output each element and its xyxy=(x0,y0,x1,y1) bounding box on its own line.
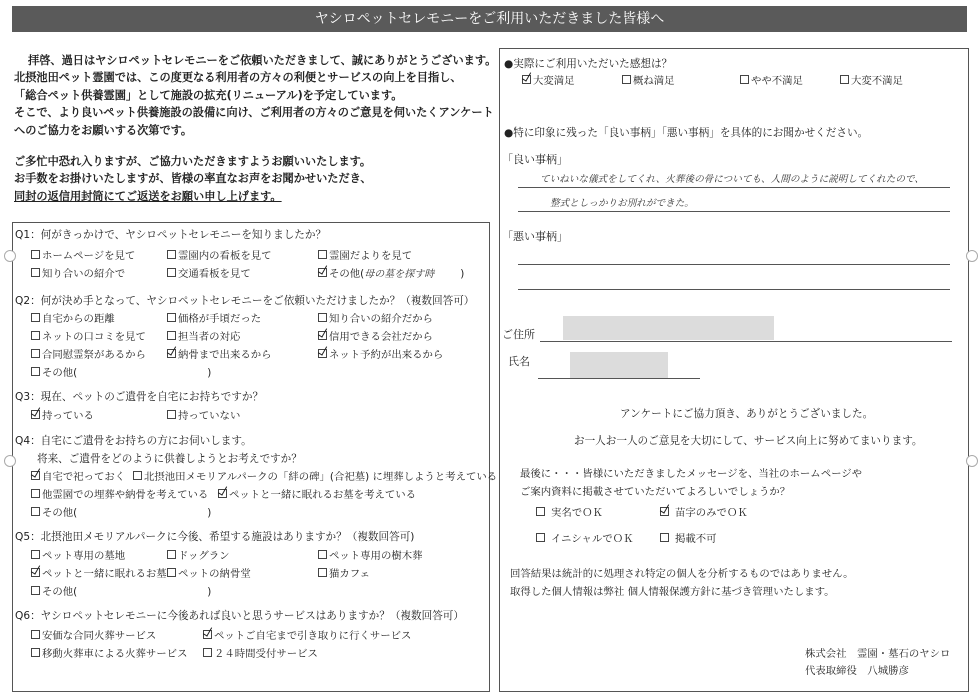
q1-option-newsletter[interactable]: 霊園だよりを見て xyxy=(318,247,412,262)
q5-option-shared-grave[interactable]: ペットと一緒に眠れるお墓 xyxy=(31,565,167,580)
intro-line: 「総合ペット供養霊園」として施設の拡充(リニューアル)を予定しています。 xyxy=(14,88,403,102)
checkbox-icon xyxy=(31,268,40,277)
checkbox-icon xyxy=(167,550,176,559)
q3-option-yes[interactable]: 持っている xyxy=(31,407,94,422)
intro-line: 北摂池田ペット霊園では、この度更なる利用者の方々の利便とサービスの向上を目指し、 xyxy=(14,71,462,85)
q2-question: Q2：何が決め手となって、ヤシロペットセレモニーをご依頼いただけましたか？（複数回答可） xyxy=(15,295,475,307)
q5-option-tree-burial[interactable]: ペット専用の樹木葬 xyxy=(318,547,423,562)
q4-option-other-cemetery[interactable]: 他霊園での埋葬や納骨を考えている xyxy=(31,486,208,501)
checkbox-checked-icon xyxy=(318,331,327,340)
checkbox-checked-icon xyxy=(522,75,531,84)
checkbox-icon xyxy=(31,586,40,595)
punch-hole xyxy=(4,250,16,262)
intro-line: そこで、より良いペット供養施設の設備に向け、ご利用者の方々のご意見を伺いたくアンケート xyxy=(14,106,494,120)
checkbox-icon xyxy=(133,471,142,480)
checkbox-icon xyxy=(31,331,40,340)
q4-option-home[interactable]: 自宅で祀っておく xyxy=(31,468,125,483)
q6-question: Q6：ヤシロペットセレモニーに今後あれば良いと思うサービスはありますか？（複数回答可） xyxy=(15,610,464,622)
checkbox-icon xyxy=(167,313,176,322)
answer-line xyxy=(518,211,950,212)
checkbox-icon xyxy=(31,489,40,498)
q2-option-other[interactable]: その他( ) xyxy=(31,364,211,379)
thanks-line-1: アンケートにご協力頂き、ありがとうございました。 xyxy=(620,408,874,420)
good-label: 「良い事柄」 xyxy=(502,153,568,166)
intro-line: ご多忙中恐れ入りますが、ご協力いただきますようお願いいたします。 xyxy=(14,155,372,169)
q6-option-24h-reception[interactable]: ２４時間受付サービス xyxy=(203,645,318,660)
q1-other-handwritten: 母の墓を探す時 xyxy=(364,269,435,280)
q2-option-referral[interactable]: 知り合いの紹介だから xyxy=(318,310,433,325)
punch-hole xyxy=(4,455,16,467)
checkbox-icon xyxy=(740,75,749,84)
good-handwritten-2: 整式としっかりお別れができた。 xyxy=(550,198,694,209)
checkbox-icon xyxy=(167,268,176,277)
representative-name: 代表取締役 八城勝彦 xyxy=(805,665,909,677)
q1-option-referral[interactable]: 知り合いの紹介で xyxy=(31,265,125,280)
punch-hole xyxy=(966,250,978,262)
page-title: ヤシロペットセレモニーをご利用いただきました皆様へ xyxy=(12,6,967,32)
q5-question: Q5：北摂池田メモリアルパークに今後、希望する施設はありますか？（複数回答可) xyxy=(15,531,415,543)
checkbox-checked-icon xyxy=(203,630,212,639)
name-redacted xyxy=(570,352,668,378)
q2-option-memorial[interactable]: 合同慰霊祭があるから xyxy=(31,346,146,361)
checkbox-icon xyxy=(167,331,176,340)
q4-question: Q4：自宅にご遺骨をお持ちの方にお伺いします。 xyxy=(15,435,252,447)
intro-text xyxy=(14,52,497,205)
q2-option-distance[interactable]: 自宅からの距離 xyxy=(31,310,115,325)
checkbox-icon xyxy=(536,507,545,516)
q3-option-no[interactable]: 持っていない xyxy=(167,407,240,422)
checkbox-icon xyxy=(31,250,40,259)
q5-option-ossuary[interactable]: ペットの納骨堂 xyxy=(167,565,251,580)
bad-label: 「悪い事柄」 xyxy=(502,230,568,243)
checkbox-icon xyxy=(622,75,631,84)
q6-option-mobile-cremation[interactable]: 移動火葬車による火葬サービス xyxy=(31,645,187,660)
answer-line xyxy=(518,187,950,188)
questionnaire-box xyxy=(12,222,498,692)
q2-option-trust[interactable]: 信用できる会社だから xyxy=(318,328,433,343)
checkbox-icon xyxy=(31,349,40,358)
impression-satisfied[interactable]: 概ね満足 xyxy=(622,72,675,87)
impression-question: ●実際にご利用いただいた感想は？ xyxy=(504,58,673,70)
publish-text-2: ご案内資料に掲載させていただいてよろしいでしょうか？ xyxy=(520,486,791,498)
checkbox-icon xyxy=(31,313,40,322)
notice-line-1: 回答結果は統計的に処理され特定の個人を分析するものではありません。 xyxy=(510,568,854,580)
q2-option-interment[interactable]: 納骨まで出来るから xyxy=(167,346,272,361)
q4-subquestion: 将来、ご遺骨をどのように供養しようとお考えですか？ xyxy=(37,453,302,465)
q1-question: Q1：何がきっかけで、ヤシロペットセレモニーを知りましたか？ xyxy=(15,229,327,241)
checkbox-icon xyxy=(318,550,327,559)
thanks-line-2: お一人お一人のご意見を大切にして、サービス向上に努めてまいります。 xyxy=(574,435,923,447)
good-handwritten-1: ていねいな儀式をしてくれ、火葬後の骨についても、人間のように説明してくれたので、 xyxy=(540,174,924,185)
answer-line xyxy=(518,289,950,290)
checkbox-icon xyxy=(536,533,545,542)
checkbox-icon xyxy=(203,648,212,657)
feedback-box xyxy=(499,48,969,692)
checkbox-icon xyxy=(318,250,327,259)
checkbox-checked-icon xyxy=(660,507,669,516)
checkbox-checked-icon xyxy=(31,410,40,419)
intro-line: へのご協力をお願いする次第です。 xyxy=(14,123,193,137)
checkbox-icon xyxy=(318,313,327,322)
q5-option-pet-cemetery[interactable]: ペット専用の墓地 xyxy=(31,547,125,562)
checkbox-checked-icon xyxy=(218,489,227,498)
q2-option-reviews[interactable]: ネットの口コミを見て xyxy=(31,328,146,343)
impression-very-dissatisfied[interactable]: 大変不満足 xyxy=(840,72,903,87)
q3-question: Q3：現在、ペットのご遺骨を自宅にお持ちですか？ xyxy=(15,391,264,403)
address-label: ご住所 xyxy=(502,328,535,341)
q5-option-dog-run[interactable]: ドッグラン xyxy=(167,547,230,562)
q1-option-homepage[interactable]: ホームページを見て xyxy=(31,247,135,262)
checkbox-checked-icon xyxy=(167,349,176,358)
intro-line: 拝啓、過日はヤシロペットセレモニーをご依頼いただきまして、誠にありがとうございます。 xyxy=(28,54,497,67)
publish-initials[interactable]: イニシャルでＯＫ xyxy=(536,530,634,545)
notice-line-2: 取得した個人情報は弊社 個人情報保護方針に基づき管理いたします。 xyxy=(510,586,835,598)
q4-option-shared-grave[interactable]: ペットと一緒に眠れるお墓を考えている xyxy=(218,486,416,501)
impression-dissatisfied[interactable]: やや不満足 xyxy=(740,72,803,87)
q4-option-bond-monument[interactable]: 北摂池田メモリアルパークの「絆の碑」(合祀墓) に埋葬しようと考えている xyxy=(133,468,497,483)
q1-option-signboard[interactable]: 霊園内の看板を見て xyxy=(167,247,272,262)
checkbox-icon xyxy=(318,568,327,577)
checkbox-icon xyxy=(167,250,176,259)
publish-text-1: 最後に・・・皆様にいただきましたメッセージを、当社のホームページや xyxy=(520,468,863,480)
checkbox-icon xyxy=(31,630,40,639)
checkbox-icon xyxy=(167,410,176,419)
checkbox-checked-icon xyxy=(318,349,327,358)
answer-line xyxy=(518,264,950,265)
checkbox-icon xyxy=(840,75,849,84)
address-line xyxy=(540,341,952,342)
q5-option-cat-cafe[interactable]: 猫カフェ xyxy=(318,565,370,580)
checkbox-checked-icon xyxy=(318,268,327,277)
episodes-question: ●特に印象に残った「良い事柄」「悪い事柄」を具体的にお聞かせください。 xyxy=(504,127,869,139)
checkbox-icon xyxy=(31,648,40,657)
impression-very-satisfied[interactable]: 大変満足 xyxy=(522,72,575,87)
q4-option-other[interactable]: その他( ) xyxy=(31,504,211,519)
checkbox-icon xyxy=(167,568,176,577)
publish-surname-only[interactable]: 苗字のみでＯＫ xyxy=(660,504,748,519)
punch-hole xyxy=(966,455,978,467)
q1-option-traffic-sign[interactable]: 交通看板を見て xyxy=(167,265,251,280)
checkbox-icon xyxy=(31,507,40,516)
q1-option-other[interactable]: その他(母の墓を探す時 ) xyxy=(318,265,464,280)
q5-option-other[interactable]: その他( ) xyxy=(31,583,211,598)
checkbox-checked-icon xyxy=(31,471,40,480)
q2-option-price[interactable]: 価格が手頃だった xyxy=(167,310,261,325)
intro-line: お手数をお掛けいたしますが、皆様の率直なお声をお聞かせいただき、 xyxy=(14,172,372,186)
checkbox-icon xyxy=(31,550,40,559)
q6-option-home-pickup[interactable]: ペットご自宅まで引き取りに行くサービス xyxy=(203,627,411,642)
publish-decline[interactable]: 掲載不可 xyxy=(660,530,717,545)
q2-option-online[interactable]: ネット予約が出来るから xyxy=(318,346,443,361)
publish-real-name[interactable]: 実名でＯＫ xyxy=(536,504,603,519)
intro-line: 同封の返信用封筒にてご返送をお願い申し上げます。 xyxy=(14,189,282,203)
checkbox-icon xyxy=(31,367,40,376)
name-line xyxy=(538,378,700,379)
address-redacted xyxy=(563,316,774,340)
checkbox-icon xyxy=(660,533,669,542)
name-label: 氏名 xyxy=(508,355,530,368)
q2-option-staff[interactable]: 担当者の対応 xyxy=(167,328,240,343)
q6-option-cheap-cremation[interactable]: 安価な合同火葬サービス xyxy=(31,627,156,642)
checkbox-checked-icon xyxy=(31,568,40,577)
company-name: 株式会社 霊園・墓石のヤシロ xyxy=(805,648,951,660)
